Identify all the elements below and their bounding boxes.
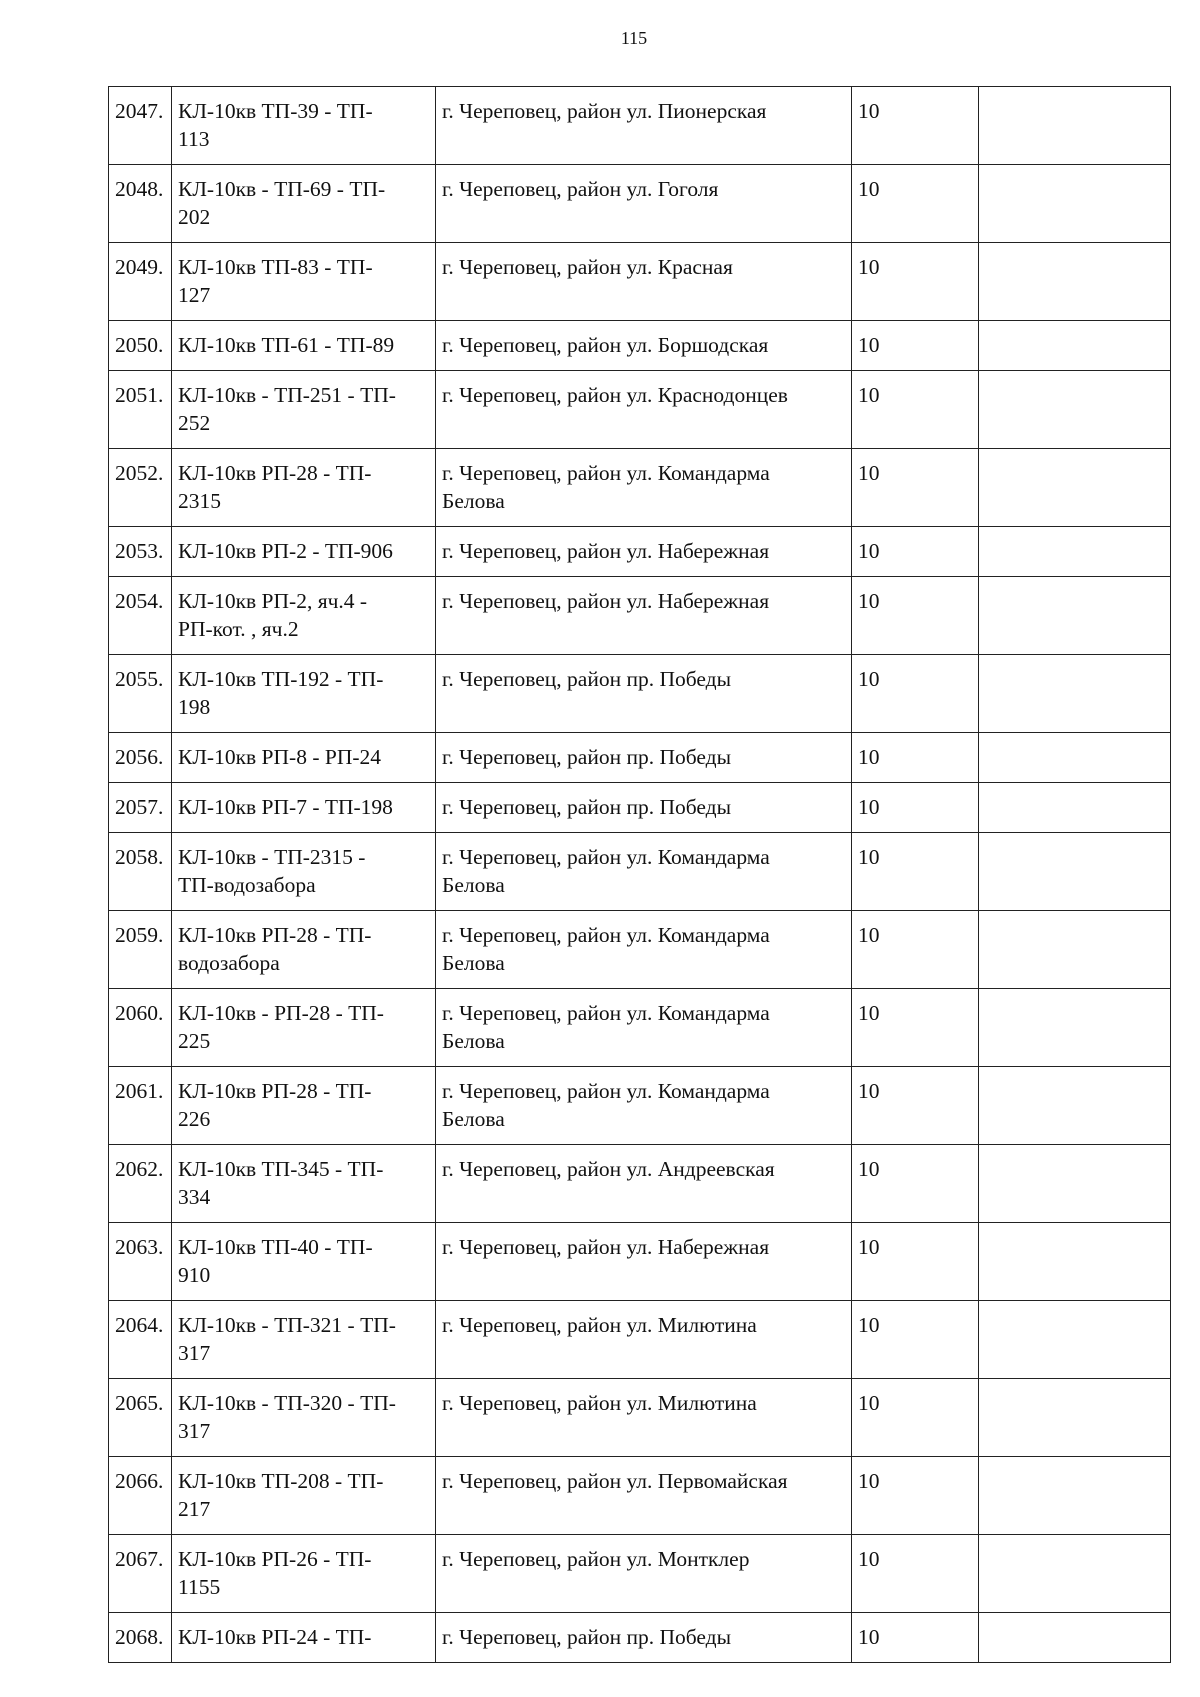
table-row [109,1535,1171,1613]
cable-line-name [172,449,436,527]
table-row [109,655,1171,733]
row-number: 2066. [109,1457,172,1535]
empty-cell [979,449,1171,527]
empty-cell [979,527,1171,577]
location [436,833,852,911]
voltage-value: 10 [852,911,979,989]
cable-line-text: 910 [178,1263,211,1287]
table-row [109,1223,1171,1301]
cable-line-text: 317 [178,1419,211,1443]
empty-cell [979,1223,1171,1301]
row-number: 2059. [109,911,172,989]
cable-line-text: 225 [178,1029,211,1053]
cable-line-text: КЛ-10кв ТП-192 - ТП- [178,667,384,691]
cable-line-name [172,1379,436,1457]
cable-line-text: КЛ-10кв РП-2, яч.4 - [178,589,368,613]
table-row [109,87,1171,165]
cable-line-name [172,87,436,165]
cable-line-name [172,1457,436,1535]
location [436,989,852,1067]
location [436,371,852,449]
table-row [109,1301,1171,1379]
cable-line-text: РП-кот. , яч.2 [178,617,299,641]
cable-line-text: 217 [178,1497,211,1521]
voltage-value: 10 [852,833,979,911]
location [436,1535,852,1613]
row-number: 2060. [109,989,172,1067]
cable-line-text: КЛ-10кв РП-28 - ТП- [178,1079,372,1103]
location-text: г. Череповец, район ул. Монтклер [442,1547,750,1571]
empty-cell [979,733,1171,783]
cable-line-text: КЛ-10кв ТП-40 - ТП- [178,1235,373,1259]
empty-cell [979,321,1171,371]
cable-line-name [172,1145,436,1223]
location [436,1145,852,1223]
location [436,165,852,243]
location-text: г. Череповец, район ул. Набережная [442,539,770,563]
location [436,1067,852,1145]
cable-line-text: КЛ-10кв ТП-83 - ТП- [178,255,373,279]
empty-cell [979,371,1171,449]
table-row [109,833,1171,911]
location [436,911,852,989]
voltage-value: 10 [852,1457,979,1535]
cable-line-text: КЛ-10кв ТП-345 - ТП- [178,1157,384,1181]
location [436,1613,852,1663]
location-text: г. Череповец, район ул. Милютина [442,1313,757,1337]
cable-line-text: КЛ-10кв - ТП-251 - ТП- [178,383,396,407]
table-row [109,371,1171,449]
cable-line-name [172,577,436,655]
row-number: 2067. [109,1535,172,1613]
voltage-value: 10 [852,527,979,577]
empty-cell [979,1457,1171,1535]
row-number: 2052. [109,449,172,527]
location-text: г. Череповец, район ул. Набережная [442,1235,770,1259]
table-row [109,1457,1171,1535]
cable-line-text: КЛ-10кв РП-26 - ТП- [178,1547,372,1571]
location-text: г. Череповец, район пр. Победы [442,1625,732,1649]
row-number: 2056. [109,733,172,783]
voltage-value: 10 [852,87,979,165]
empty-cell [979,1535,1171,1613]
empty-cell [979,911,1171,989]
cable-line-name [172,321,436,371]
voltage-value: 10 [852,733,979,783]
location-text: г. Череповец, район пр. Победы [442,667,732,691]
cable-line-text: КЛ-10кв - ТП-321 - ТП- [178,1313,396,1337]
empty-cell [979,1613,1171,1663]
cable-line-text: 1155 [178,1575,221,1599]
cable-line-text: водозабора [178,951,280,975]
voltage-value: 10 [852,243,979,321]
voltage-value: 10 [852,655,979,733]
voltage-value: 10 [852,1379,979,1457]
empty-cell [979,577,1171,655]
cable-line-name [172,989,436,1067]
row-number: 2062. [109,1145,172,1223]
cable-line-text: КЛ-10кв РП-8 - РП-24 [178,745,382,769]
location-text: г. Череповец, район ул. Командарма [442,461,770,485]
location-text: г. Череповец, район ул. Андреевская [442,1157,775,1181]
registry-table-body [109,87,1171,1663]
row-number: 2051. [109,371,172,449]
location-text: г. Череповец, район ул. Первомайская [442,1469,788,1493]
empty-cell [979,1379,1171,1457]
registry-table [108,86,1171,1663]
cable-line-name [172,371,436,449]
row-number: 2055. [109,655,172,733]
location [436,449,852,527]
cable-line-text: 317 [178,1341,211,1365]
row-number: 2057. [109,783,172,833]
page-number: 115 [620,28,648,48]
empty-cell [979,1145,1171,1223]
cable-line-name [172,1067,436,1145]
cable-line-text: КЛ-10кв ТП-39 - ТП- [178,99,373,123]
row-number: 2050. [109,321,172,371]
cable-line-name [172,1301,436,1379]
table-row [109,527,1171,577]
location-text: г. Череповец, район ул. Милютина [442,1391,757,1415]
voltage-value: 10 [852,321,979,371]
voltage-value: 10 [852,371,979,449]
empty-cell [979,833,1171,911]
location [436,1223,852,1301]
empty-cell [979,783,1171,833]
cable-line-text: 252 [178,411,211,435]
location-text: г. Череповец, район ул. Командарма [442,1001,770,1025]
cable-line-text: ТП-водозабора [178,873,316,897]
empty-cell [979,655,1171,733]
voltage-value: 10 [852,1067,979,1145]
location-text: Белова [442,873,505,897]
cable-line-name [172,1223,436,1301]
location [436,783,852,833]
location [436,1379,852,1457]
table-row [109,449,1171,527]
voltage-value: 10 [852,449,979,527]
location-text: Белова [442,951,505,975]
cable-line-name [172,733,436,783]
empty-cell [979,165,1171,243]
cable-line-text: КЛ-10кв ТП-61 - ТП-89 [178,333,395,357]
voltage-value: 10 [852,165,979,243]
row-number: 2049. [109,243,172,321]
location-text: Белова [442,1029,505,1053]
voltage-value: 10 [852,1223,979,1301]
row-number: 2063. [109,1223,172,1301]
location-text: г. Череповец, район ул. Боршодская [442,333,769,357]
voltage-value: 10 [852,783,979,833]
table-row [109,989,1171,1067]
location [436,321,852,371]
location-text: г. Череповец, район ул. Набережная [442,589,770,613]
location-text: г. Череповец, район ул. Пионерская [442,99,767,123]
row-number: 2068. [109,1613,172,1663]
location [436,733,852,783]
cable-line-text: 127 [178,283,211,307]
row-number: 2054. [109,577,172,655]
cable-line-text: 198 [178,695,211,719]
cable-line-text: 226 [178,1107,211,1131]
empty-cell [979,1067,1171,1145]
cable-line-name [172,165,436,243]
location-text: г. Череповец, район пр. Победы [442,745,732,769]
table-row [109,733,1171,783]
empty-cell [979,989,1171,1067]
cable-line-text: 334 [178,1185,211,1209]
location-text: Белова [442,1107,505,1131]
location-text: г. Череповец, район ул. Гоголя [442,177,719,201]
table-row [109,1067,1171,1145]
cable-line-text: КЛ-10кв РП-28 - ТП- [178,923,372,947]
voltage-value: 10 [852,1613,979,1663]
table-row [109,165,1171,243]
location-text: г. Череповец, район ул. Красная [442,255,733,279]
cable-line-text: КЛ-10кв РП-24 - ТП- [178,1625,372,1649]
table-row [109,783,1171,833]
row-number: 2064. [109,1301,172,1379]
table-row [109,321,1171,371]
row-number: 2047. [109,87,172,165]
voltage-value: 10 [852,989,979,1067]
location-text: Белова [442,489,505,513]
cable-line-text: 2315 [178,489,221,513]
cable-line-name [172,911,436,989]
cable-line-text: КЛ-10кв - ТП-69 - ТП- [178,177,386,201]
cable-line-text: КЛ-10кв - РП-28 - ТП- [178,1001,384,1025]
cable-line-name [172,1613,436,1663]
empty-cell [979,1301,1171,1379]
cable-line-name [172,527,436,577]
cable-line-text: 113 [178,127,210,151]
empty-cell [979,243,1171,321]
location [436,243,852,321]
voltage-value: 10 [852,1145,979,1223]
table-row [109,1145,1171,1223]
location [436,1301,852,1379]
location-text: г. Череповец, район ул. Командарма [442,1079,770,1103]
row-number: 2061. [109,1067,172,1145]
cable-line-text: 202 [178,205,211,229]
table-row [109,243,1171,321]
table-row [109,577,1171,655]
location [436,87,852,165]
cable-line-text: КЛ-10кв - ТП-320 - ТП- [178,1391,396,1415]
voltage-value: 10 [852,1535,979,1613]
location [436,655,852,733]
location-text: г. Череповец, район ул. Командарма [442,923,770,947]
location-text: г. Череповец, район пр. Победы [442,795,732,819]
voltage-value: 10 [852,1301,979,1379]
location [436,577,852,655]
location-text: г. Череповец, район ул. Командарма [442,845,770,869]
cable-line-name [172,833,436,911]
row-number: 2053. [109,527,172,577]
cable-line-name [172,655,436,733]
cable-line-text: КЛ-10кв ТП-208 - ТП- [178,1469,384,1493]
location [436,1457,852,1535]
cable-line-name [172,1535,436,1613]
cable-line-text: КЛ-10кв РП-2 - ТП-906 [178,539,393,563]
empty-cell [979,87,1171,165]
voltage-value: 10 [852,577,979,655]
table-row [109,1613,1171,1663]
row-number: 2048. [109,165,172,243]
row-number: 2065. [109,1379,172,1457]
cable-line-text: КЛ-10кв РП-28 - ТП- [178,461,372,485]
location [436,527,852,577]
location-text: г. Череповец, район ул. Краснодонцев [442,383,788,407]
table-row [109,911,1171,989]
cable-line-name [172,243,436,321]
cable-line-name [172,783,436,833]
cable-line-text: КЛ-10кв РП-7 - ТП-198 [178,795,393,819]
table-row [109,1379,1171,1457]
row-number: 2058. [109,833,172,911]
cable-line-text: КЛ-10кв - ТП-2315 - [178,845,366,869]
